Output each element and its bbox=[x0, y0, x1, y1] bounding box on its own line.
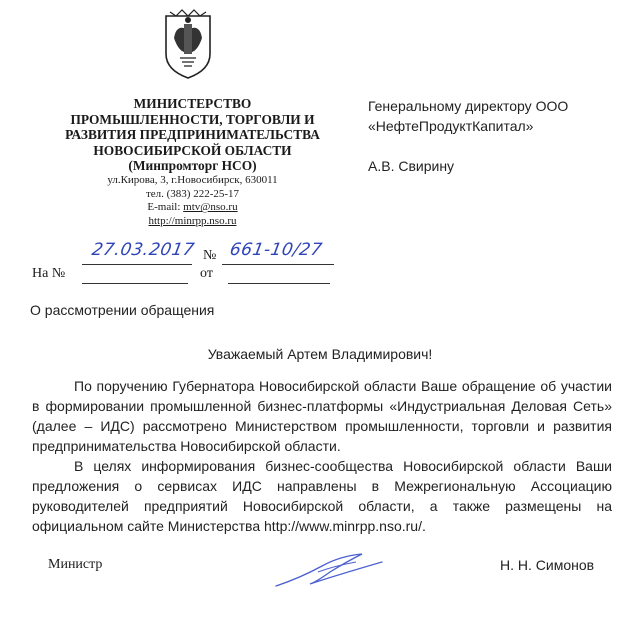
outgoing-date: 27.03.2017 bbox=[90, 240, 197, 260]
org-address: ул.Кирова, 3, г.Новосибирск, 630011 bbox=[107, 173, 278, 186]
org-name-line: РАЗВИТИЯ ПРЕДПРИНИМАТЕЛЬСТВА bbox=[65, 127, 320, 143]
org-email-line bbox=[60, 201, 325, 215]
signer-name: Н. Н. Симонов bbox=[500, 557, 595, 573]
recipient-company: «НефтеПродуктКапитал» bbox=[368, 118, 534, 134]
signer-title: Министр bbox=[48, 557, 103, 572]
letter-body bbox=[32, 376, 612, 536]
email-link[interactable]: mtv@nso.ru bbox=[183, 201, 238, 214]
letter-greeting: Уважаемый Артем Владимирович! bbox=[207, 346, 433, 362]
org-phone: тел. (383) 222-25-17 bbox=[145, 187, 240, 200]
email-label: E-mail: bbox=[147, 201, 184, 214]
reply-no-underline bbox=[82, 283, 188, 284]
reply-from-label: от bbox=[200, 266, 213, 281]
date-underline bbox=[82, 264, 192, 265]
website-link[interactable]: http://minrpp.nso.ru bbox=[148, 214, 237, 227]
org-short-name: (Минпромторг НСО) bbox=[128, 158, 257, 174]
recipient-name: А.В. Свирину bbox=[368, 158, 455, 174]
org-website-line bbox=[60, 215, 325, 229]
reply-from-underline bbox=[228, 283, 330, 284]
coat-of-arms-emblem bbox=[160, 8, 216, 80]
number-sign: № bbox=[203, 248, 217, 263]
letter-subject: О рассмотрении обращения bbox=[30, 302, 215, 318]
number-underline bbox=[222, 264, 334, 265]
ministry-header bbox=[60, 96, 325, 228]
recipient-position: Генеральному директору ООО bbox=[368, 98, 569, 114]
reply-no-label: На № bbox=[32, 266, 66, 281]
recipient-block bbox=[368, 96, 568, 176]
outgoing-number: 661-10/27 bbox=[228, 240, 324, 260]
handwritten-signature bbox=[270, 548, 390, 592]
org-name-line: МИНИСТЕРСТВО bbox=[133, 96, 252, 111]
body-paragraph: В целях информирования бизнес-сообщества Новосибирской области Ваши предложения о сервисах ИДС направлены в Межрегиональную Ассоциацию руководителей предприятий Новосибирской области, а также размещены на официальном сайте Министерства http://www.minrpp.nso.ru/. bbox=[32, 458, 612, 534]
body-paragraph: По поручению Губернатора Новосибирской области Ваше обращение об участии в формировании промышленной бизнес-платформы «Индустриальная Деловая Сеть» (далее – ИДС) рассмотрено Министерством промышленности, торговли и развития предпринимательства Новосибирской области. bbox=[32, 378, 612, 454]
org-name-line: ПРОМЫШЛЕННОСТИ, ТОРГОВЛИ И bbox=[70, 111, 315, 127]
org-name-line: НОВОСИБИРСКОЙ ОБЛАСТИ bbox=[93, 142, 292, 158]
